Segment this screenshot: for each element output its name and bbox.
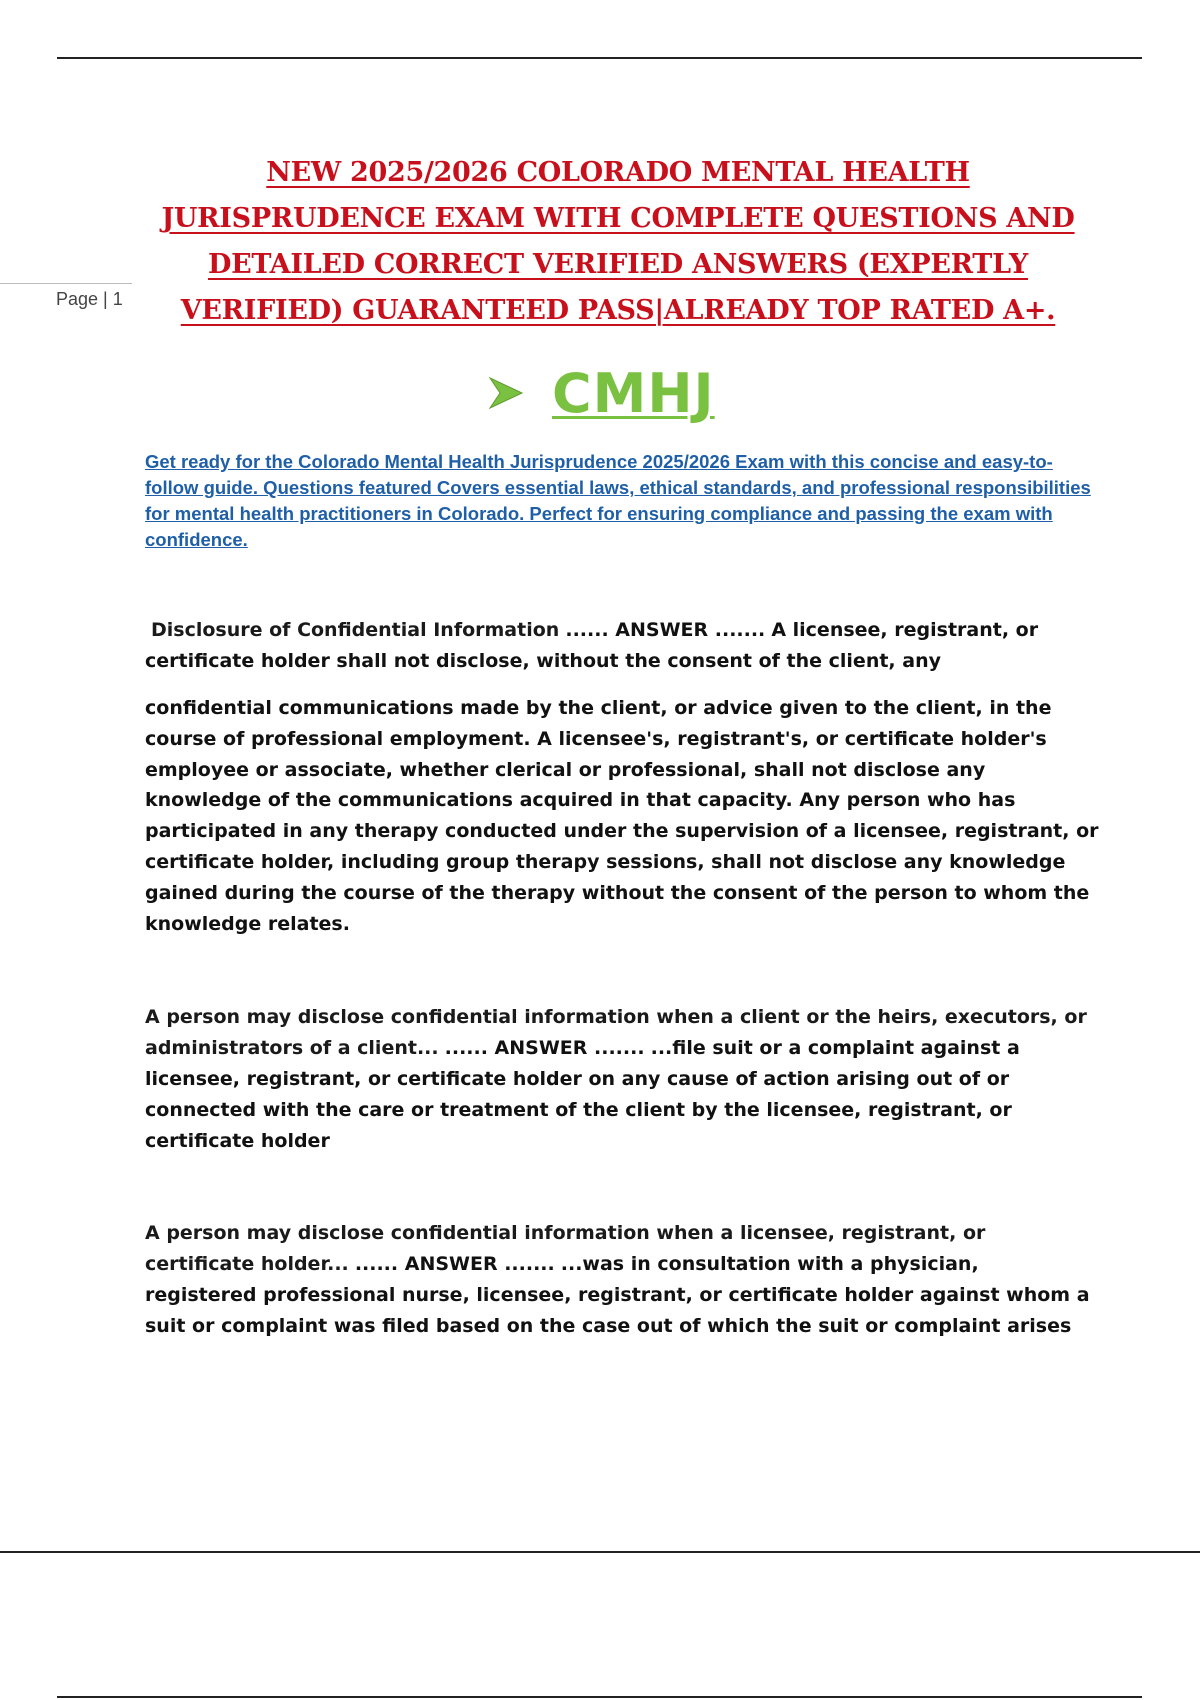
qa-item-2 [145, 1002, 1095, 1157]
intro-link[interactable]: Get ready for the Colorado Mental Health Jurisprudence 2025/2026 Exam with this concise and easy-to-follow guide. Questions featured Covers essential laws, ethical standards, and professional responsibilities for mental health practitioners in Colorado. Perfect for ensuring compliance and passing the exam with confidence. [145, 451, 1091, 550]
answer-separator: ...... ANSWER ....... [444, 1037, 645, 1059]
page-number-rule [0, 283, 132, 284]
qa-item-3 [145, 1218, 1095, 1342]
page-number: Page | 1 [56, 289, 123, 309]
next-page-header-rule [57, 1696, 1142, 1698]
answer-separator: ...... ANSWER ....... [354, 1253, 555, 1275]
question-text: A person may disclose confidential information when a licensee, registrant, or certificate holder... [145, 1222, 986, 1275]
answer-text: ...file suit or a complaint against a licensee, registrant, or certificate holder on any cause of action arising out of or connected with the care or treatment of the client by the licensee, registrant, or certificate holder [145, 1037, 1020, 1152]
answer-text-continued: confidential communications made by the client, or advice given to the client, in the course of professional employment. A licensee's, registrant's, or certificate holder's employee or associate, whether clerical or professional, shall not disclose any knowledge of the communications acquired in that capacity. Any person who has participated in any therapy conducted under the supervision of a licensee, registrant, or certificate holder, including group therapy sessions, shall not disclose any knowledge gained during the course of the therapy without the consent of the person to whom the knowledge relates. [145, 697, 1099, 935]
logo-row [488, 358, 715, 428]
page-break-rule [0, 1551, 1200, 1553]
header-rule [57, 57, 1142, 59]
arrow-bullet-icon [488, 375, 524, 411]
document-title: NEW 2025/2026 COLORADO MENTAL HEALTH JURISPRUDENCE EXAM WITH COMPLETE QUESTIONS AND DETAILED CORRECT VERIFIED ANSWERS (EXPERTLY VERIFIED) GUARANTEED PASS|ALREADY TOP RATED A+. [161, 157, 1075, 326]
question-text: A person may disclose confidential information when a client or the heirs, executors, or administrators of a client... [145, 1006, 1087, 1059]
answer-separator: ...... ANSWER ....... [565, 619, 766, 641]
answer-text: A licensee, registrant, or certificate holder shall not disclose, without the consent of the client, any [145, 619, 1039, 672]
question-text: Disclosure of Confidential Information [151, 619, 560, 641]
logo-text: CMHJ [552, 361, 715, 425]
qa-item-1 [145, 615, 1095, 676]
answer-text: ...was in consultation with a physician, registered professional nurse, licensee, registrant, or certificate holder against whom a suit or complaint was filed based on the case out of which the suit or complaint arises [145, 1253, 1090, 1337]
